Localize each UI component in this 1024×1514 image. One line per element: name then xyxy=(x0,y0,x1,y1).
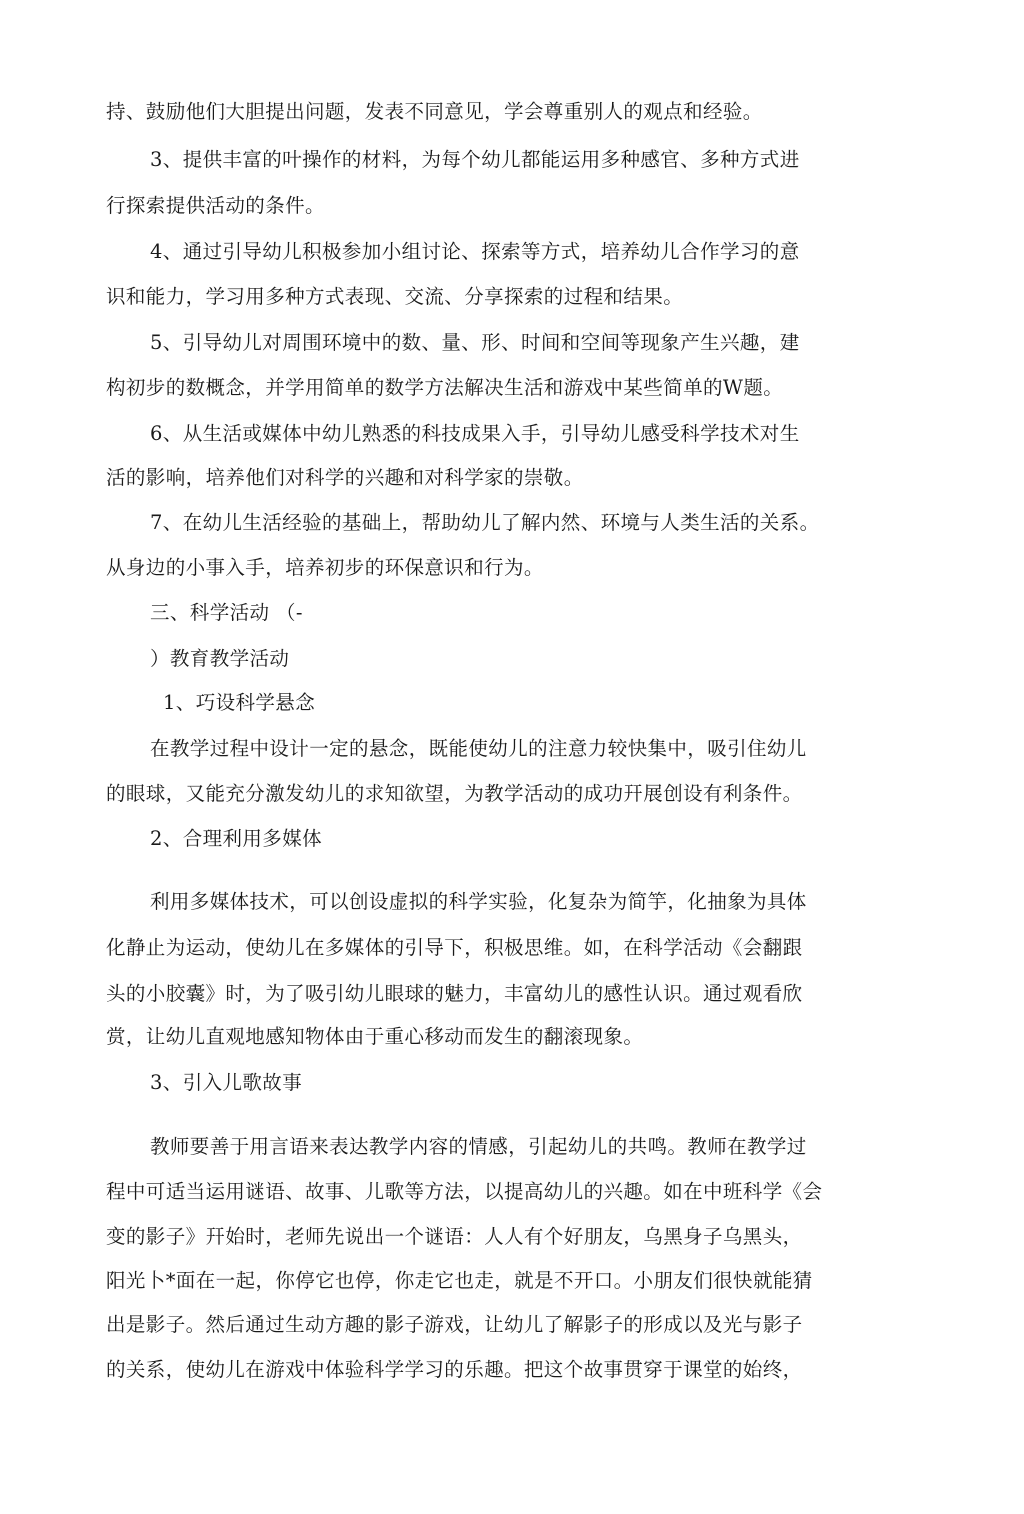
text-line: 活的影响，培养他们对科学的兴趣和对科学家的崇敬。 xyxy=(106,466,584,489)
text-line: 阳光卜*面在一起，你停它也停，你走它也走，就是不开口。小朋友们很快就能猜 xyxy=(106,1269,813,1292)
text-line: 从身边的小事入手，培养初步的环保意识和行为。 xyxy=(106,556,544,579)
text-line: 6、从生活或媒体中幼儿熟悉的科技成果入手，引导幼儿感受科学技术对生 xyxy=(150,422,800,445)
subsection-heading: 2、合理利用多媒体 xyxy=(150,827,323,850)
text-line: 行探索提供活动的条件。 xyxy=(106,194,325,217)
text-line: 的关系，使幼儿在游戏中体验科学学习的乐趣。把这个故事贯穿于课堂的始终， xyxy=(106,1358,803,1381)
text-line: 程中可适当运用谜语、故事、儿歌等方法，以提高幼儿的兴趣。如在中班科学《会 xyxy=(106,1180,823,1203)
text-line: 4、通过引导幼儿积极参加小组讨论、探索等方式，培养幼儿合作学习的意 xyxy=(150,240,800,263)
text-line: 7、在幼儿生活经验的基础上，帮助幼儿了解内然、环境与人类生活的关系。 xyxy=(150,511,820,534)
text-line: 识和能力，学习用多种方式表现、交流、分享探索的过程和结果。 xyxy=(106,285,684,308)
text-line: 在教学过程中设计一定的悬念，既能使幼儿的注意力较快集中，吸引住幼儿 xyxy=(150,737,807,760)
text-line: 头的小胶囊》时，为了吸引幼儿眼球的魅力，丰富幼儿的感性认识。通过观看欣 xyxy=(106,982,803,1005)
text-line: 出是影子。然后通过生动方趣的影子游戏，让幼儿了解影子的形成以及光与影子 xyxy=(106,1313,803,1336)
section-heading: 三、科学活动 （- xyxy=(150,601,303,624)
text-line: 5、引导幼儿对周围环境中的数、量、形、时间和空间等现象产生兴趣，建 xyxy=(150,331,800,354)
subsection-heading: 3、引入儿歌故事 xyxy=(150,1071,303,1094)
text-line: 化静止为运动，使幼儿在多媒体的引导下，积极思维。如，在科学活动《会翻跟 xyxy=(106,936,803,959)
text-line: 构初步的数概念，并学用简单的数学方法解决生活和游戏中某些简单的W题。 xyxy=(106,376,784,399)
text-line: 变的影子》幵始时，老师先说出一个谜语：人人有个好朋友，乌黑身子乌黑头， xyxy=(106,1225,803,1248)
subsection-heading: 1、巧设科学悬念 xyxy=(163,691,316,714)
text-line: 教师要善于用言语来表达教学内容的情感，引起幼儿的共鸣。教师在教学过 xyxy=(150,1135,807,1158)
section-heading: ）教育教学活动 xyxy=(150,647,290,670)
text-line: 利用多媒体技术，可以创设虚拟的科学实验，化复杂为简竽，化抽象为具体 xyxy=(150,890,807,913)
text-line: 3、提供丰富的叶操作的材料，为每个幼儿都能运用多种感官、多种方式进 xyxy=(150,148,800,171)
text-line: 持、鼓励他们大胆提出问题，发表不同意见，学会尊重别人的观点和经验。 xyxy=(106,100,763,123)
text-line: 赏，让幼儿直观地感知物体由于重心移动而发生的翻滚现象。 xyxy=(106,1025,644,1048)
text-line: 的眼球，又能充分激发幼儿的求知欲望，为教学活动的成功幵展创设有利条件。 xyxy=(106,782,803,805)
